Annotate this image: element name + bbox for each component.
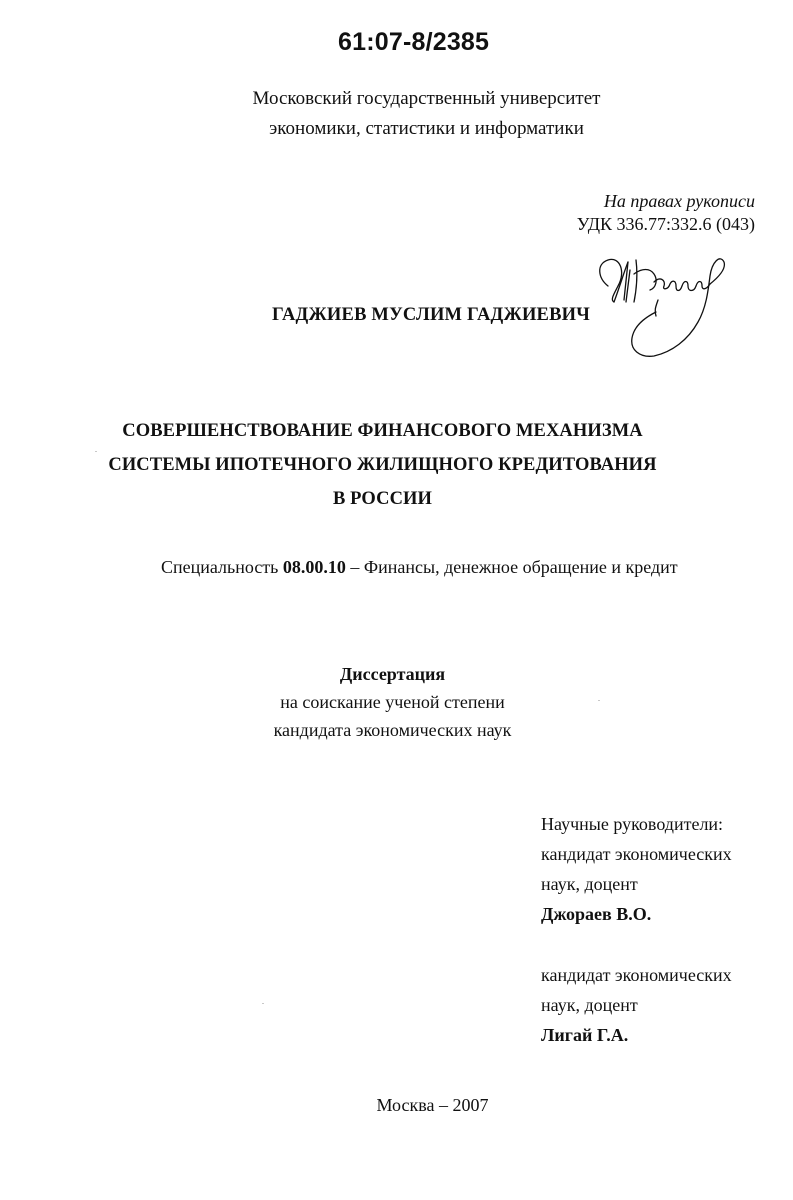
city-year: Москва – 2007 bbox=[376, 1095, 489, 1115]
advisor-2-name: Лигай Г.А. bbox=[541, 1025, 629, 1045]
university-line-1: Московский государственный университет bbox=[252, 88, 601, 109]
specialty-code: 08.00.10 bbox=[282, 557, 346, 577]
dissertation-block bbox=[0, 660, 789, 744]
manuscript-rights: На правах рукописи bbox=[603, 191, 755, 211]
specialty-description: – Финансы, денежное обращение и кредит bbox=[345, 557, 678, 577]
advisor-1-name: Джораев В.О. bbox=[541, 904, 652, 924]
advisor-2-degree-line-2: наук, доцент bbox=[541, 995, 638, 1015]
title-line-2: СИСТЕМЫ ИПОТЕЧНОГО ЖИЛИЩНОГО КРЕДИТОВАНИЯ bbox=[108, 455, 657, 475]
advisor-1-degree-line-1: кандидат экономических bbox=[541, 844, 732, 864]
dissertation-line-1: на соискание ученой степени bbox=[280, 692, 505, 712]
author-signature bbox=[584, 246, 744, 370]
university-block bbox=[30, 84, 793, 144]
scan-speck bbox=[598, 700, 600, 701]
advisor-2-degree-line-1: кандидат экономических bbox=[541, 965, 732, 985]
dissertation-heading: Диссертация bbox=[339, 664, 446, 684]
advisors-heading: Научные руководители: bbox=[541, 814, 724, 834]
advisor-spacer bbox=[541, 929, 732, 960]
dissertation-title bbox=[0, 414, 779, 516]
udk-code: УДК 336.77:332.6 (043) bbox=[576, 214, 755, 234]
specialty-line bbox=[161, 557, 678, 578]
author-name: ГАДЖИЕВ МУСЛИМ ГАДЖИЕВИЧ bbox=[272, 305, 590, 325]
title-line-3: В РОССИИ bbox=[332, 489, 433, 509]
scan-speck bbox=[262, 1003, 264, 1004]
dissertation-line-2: кандидата экономических наук bbox=[273, 720, 512, 740]
specialty-prefix: Специальность bbox=[161, 557, 283, 577]
university-line-2: экономики, статистики и информатики bbox=[269, 118, 584, 139]
title-line-1: СОВЕРШЕНСТВОВАНИЕ ФИНАНСОВОГО МЕХАНИЗМА bbox=[122, 421, 643, 441]
catalog-number: 61:07-8/2385 bbox=[338, 28, 490, 56]
advisors-block bbox=[541, 809, 732, 1050]
advisor-1-degree-line-2: наук, доцент bbox=[541, 874, 638, 894]
rights-block bbox=[577, 190, 755, 236]
scan-speck bbox=[95, 451, 97, 452]
